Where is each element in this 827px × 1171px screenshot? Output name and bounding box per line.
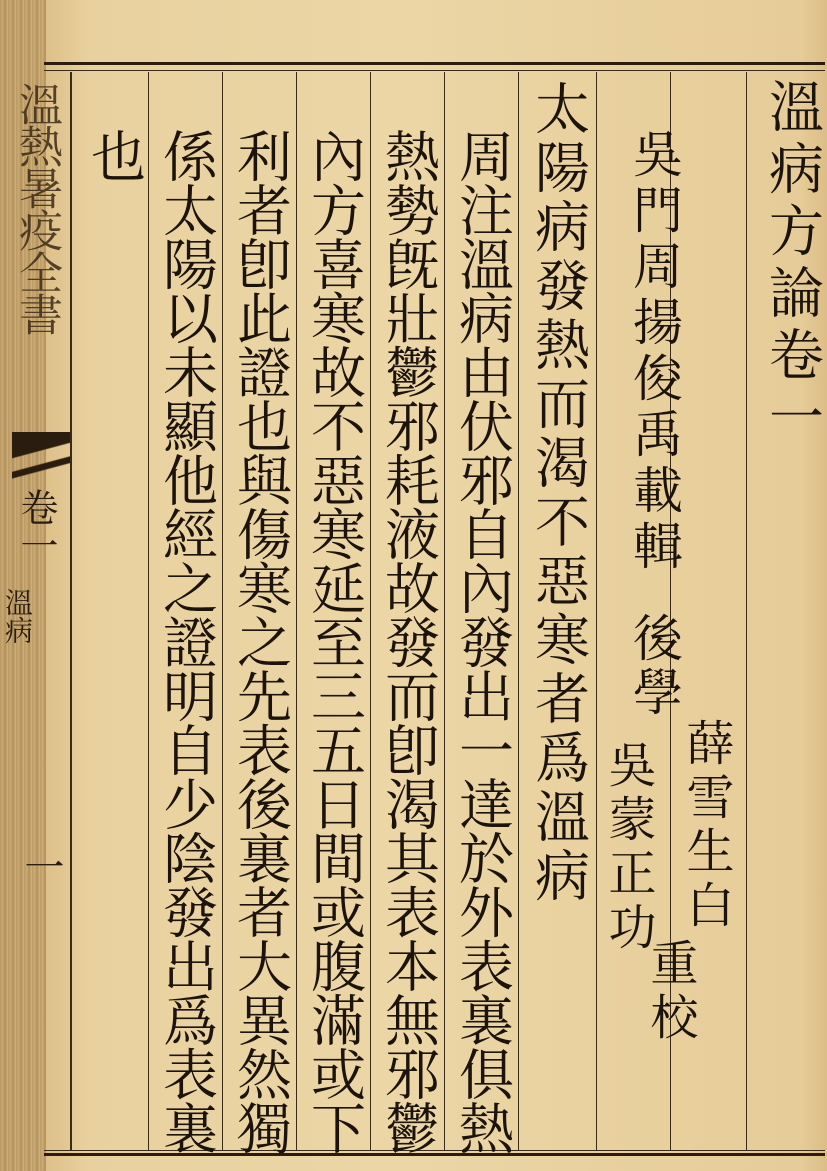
text-column-4: 內方喜寒故不惡寒延至三五日間或腹滿或下 (302, 128, 366, 1154)
column-rule (746, 72, 747, 1150)
text-column-5: 利者卽此證也與傷寒之先表後裏者大異然獨 (228, 128, 292, 1154)
text-column-2: 周注溫病由伏邪自內發出一達於外表裏俱熱 (450, 128, 514, 1154)
column-rule (222, 72, 223, 1150)
proofreader-2: 吳蒙正功 (600, 740, 656, 956)
chapter-title: 溫病方論卷一 (760, 78, 824, 450)
column-rule (148, 72, 149, 1150)
column-rule (370, 72, 371, 1150)
banxin-volume: 卷一 (14, 488, 58, 564)
proofread-action: 重校 (642, 938, 698, 1046)
column-rule (596, 72, 597, 1150)
text-column-1: 太陽病發熱而渴不惡寒者爲溫病 (526, 80, 590, 906)
column-rule (296, 72, 297, 1150)
text-column-7: 也 (82, 128, 146, 190)
column-rule (518, 72, 519, 1150)
proofreader-label: 後學 (625, 612, 683, 720)
compiler-line: 吳門周揚俊禹載輯 (625, 128, 683, 576)
frame-inner-top-line (44, 70, 825, 71)
text-column-6: 係太陽以未顯他經之證明自少陰發出爲表裏 (154, 128, 218, 1154)
column-rule (70, 72, 72, 1150)
text-column-3: 熱勢旣壯鬱邪耗液故發而卽渴其表本無邪鬱 (376, 128, 440, 1154)
banxin-book-title: 溫熱暑疫全書 (11, 82, 62, 334)
proofreader-1: 薛雪生白 (678, 718, 734, 934)
column-rule (444, 72, 445, 1150)
banxin-section: 溫病 (1, 588, 34, 644)
banxin-page-number: 一 (18, 846, 64, 886)
